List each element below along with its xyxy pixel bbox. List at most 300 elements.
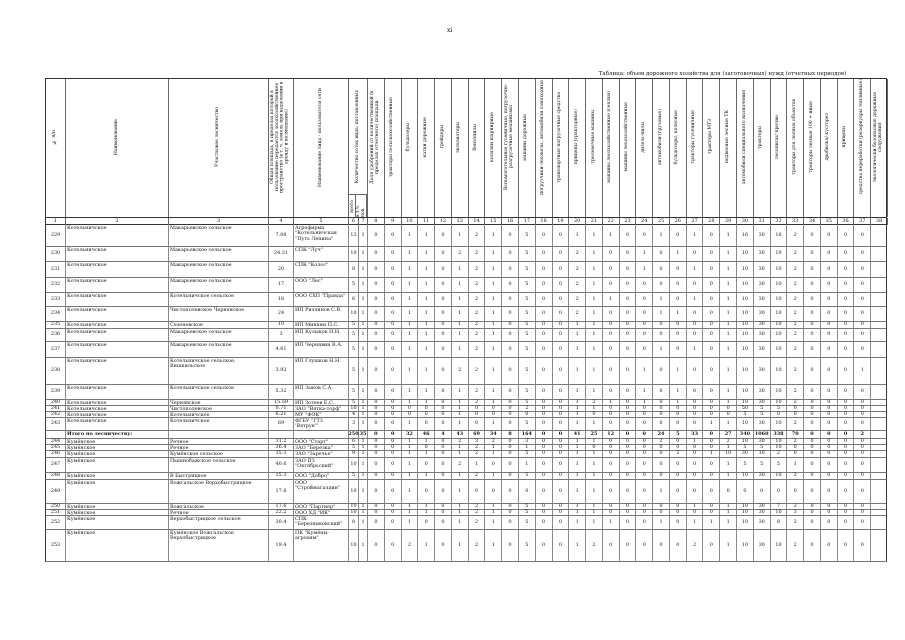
cell-value: 0 — [385, 458, 402, 472]
cell-value: 5 — [754, 412, 771, 417]
cell-value: 0 — [502, 510, 519, 515]
cell-value: 2 — [469, 342, 486, 357]
cell-user: ЗАО "Вятка-торф" — [294, 406, 349, 411]
cell-value: 0 — [771, 412, 788, 417]
cell-value: 0 — [385, 418, 402, 430]
cell-value: 1 — [720, 473, 737, 479]
cell-value: 0 — [821, 431, 838, 438]
column-header — [368, 79, 385, 217]
cell-value: 30 — [754, 510, 771, 515]
cell-value: 30 — [754, 278, 771, 292]
cell-value: 0 — [838, 516, 855, 529]
cell-value: 1 — [452, 530, 469, 561]
cell-value: 0 — [469, 412, 486, 417]
cell-value: 1 — [402, 293, 419, 306]
cell-value: 1 — [359, 480, 368, 503]
cell-value: 1 — [359, 510, 368, 515]
cell-value: 0 — [385, 385, 402, 399]
cell-value: 1 — [359, 516, 368, 529]
cell-value: 0 — [620, 262, 637, 277]
cell-district: Котельничское — [66, 262, 169, 277]
cell-value: 0 — [687, 400, 704, 405]
cell-value: 0 — [838, 262, 855, 277]
cell-value: 2 — [787, 418, 804, 430]
column-number: 34 — [804, 218, 821, 225]
cell-value: 1 — [359, 358, 368, 384]
cell-lesn: Котельничское сельское — [169, 293, 269, 306]
cell-value: 1 — [569, 480, 586, 503]
cell-value: 1 — [569, 412, 586, 417]
cell-value: 0 — [368, 278, 385, 292]
cell-value: 0 — [502, 418, 519, 430]
cell-lesn: Чистополевское Чернявское — [169, 307, 269, 321]
cell-value: 0 — [553, 445, 570, 450]
cell-value: 1 — [452, 418, 469, 430]
cell-value: 2 — [452, 439, 469, 444]
cell-value: 0 — [703, 504, 720, 509]
cell-value: 30 — [754, 385, 771, 399]
cell-value: 0 — [385, 510, 402, 515]
column-number: 2 — [66, 218, 169, 225]
cell-value: 0 — [703, 342, 720, 357]
cell-value: 1 — [519, 445, 536, 450]
cell-value: 10 — [771, 385, 788, 399]
cell-value: 0 — [636, 412, 653, 417]
cell-value: 1 — [402, 262, 419, 277]
column-header-label: тракторы лесные 100 + иные — [808, 101, 814, 173]
cell-value: 1 — [720, 510, 737, 515]
cell-value: 0 — [838, 307, 855, 321]
cell-value: 0 — [553, 329, 570, 341]
cell-district: Котельничское — [66, 307, 169, 321]
column-header — [485, 79, 502, 217]
cell-n: 232 — [46, 278, 66, 292]
cell-value: 0 — [536, 307, 553, 321]
cell-value: 8 — [502, 431, 519, 438]
column-header-label: прицепы — [842, 126, 848, 148]
cell-value: 0 — [385, 329, 402, 341]
cell-value: 1 — [586, 451, 603, 457]
cell-district: Кумёнское — [66, 530, 169, 561]
cell-value: 0 — [603, 458, 620, 472]
cell-value: 1 — [720, 342, 737, 357]
column-number: 9 — [385, 218, 402, 225]
cell-value: 0 — [385, 358, 402, 384]
cell-lesn: Макарьевское сельское — [169, 329, 269, 341]
cell-value: 1 — [653, 516, 670, 529]
cell-value: 0 — [553, 504, 570, 509]
cell-district: Котельничское — [66, 358, 169, 384]
cell-value: 0 — [687, 480, 704, 503]
cell-value: 0 — [703, 385, 720, 399]
cell-value: 0 — [536, 385, 553, 399]
cell-value: 0 — [854, 293, 871, 306]
cell-value: 1 — [418, 530, 435, 561]
cell-value: 5 — [519, 451, 536, 457]
cell-value: 0 — [703, 358, 720, 384]
cell-value: 0 — [838, 451, 855, 457]
cell-value: 0 — [385, 431, 402, 438]
table-row — [45, 262, 887, 278]
cell-value: 10 — [771, 445, 788, 450]
column-header — [687, 79, 704, 217]
table-row — [45, 278, 887, 293]
cell-value: 1 — [569, 510, 586, 515]
column-header — [771, 79, 788, 217]
cell-value: 0 — [636, 225, 653, 246]
cell-lesn: Верхобыстрицкое сельское — [169, 516, 269, 529]
cell-value: 1 — [586, 439, 603, 444]
column-header-label: № п/п — [52, 129, 58, 145]
cell-value: 10 — [737, 439, 754, 444]
cell-value: 1 — [720, 445, 737, 450]
cell-value: 2 — [469, 307, 486, 321]
cell-value: 0 — [620, 385, 637, 399]
cell-area: 5.32 — [269, 385, 294, 399]
cell-value: 0 — [368, 247, 385, 261]
cell-value: 0 — [787, 406, 804, 411]
cell-area: 4.61 — [269, 342, 294, 357]
table-row — [45, 322, 887, 329]
cell-value: 0 — [854, 458, 871, 472]
cell-value: 0 — [536, 439, 553, 444]
cell-value: 0 — [838, 322, 855, 328]
cell-value: 0 — [502, 412, 519, 417]
sub-header-label: всего — [349, 199, 355, 213]
cell-area: 31.2 — [269, 439, 294, 444]
column-header-label: катки дорожные — [422, 116, 428, 158]
cell-lesn: Чистополевское — [169, 406, 269, 411]
cell-value: 1 — [603, 516, 620, 529]
table-row — [45, 225, 887, 247]
cell-value: 2 — [569, 262, 586, 277]
cell-value: 0 — [703, 445, 720, 450]
cell-value: 0 — [553, 458, 570, 472]
cell-lesn: Котельничское — [169, 418, 269, 430]
cell-value: 0 — [771, 480, 788, 503]
cell-value: 10 — [737, 516, 754, 529]
cell-value: 2 — [670, 451, 687, 457]
table-row — [45, 247, 887, 262]
cell-value: 0 — [703, 262, 720, 277]
cell-value: 0 — [620, 439, 637, 444]
cell-value: 1 — [569, 406, 586, 411]
cell-value: 5 — [519, 329, 536, 341]
column-header — [838, 79, 855, 217]
cell-value: 1 — [418, 451, 435, 457]
cell-value: 10 — [771, 418, 788, 430]
column-header-label: грейдеры — [439, 125, 445, 149]
cell-value: 0 — [586, 445, 603, 450]
cell-value: 0 — [519, 412, 536, 417]
cell-value: 10 — [771, 342, 788, 357]
cell-value: 1 — [359, 322, 368, 328]
cell-value: 0 — [368, 504, 385, 509]
cell-area: 30.4 — [269, 516, 294, 529]
cell-district: Кумёнское — [66, 451, 169, 457]
cell-value: 0 — [620, 225, 637, 246]
cell-value: 0 — [703, 473, 720, 479]
cell-value: 0 — [553, 480, 570, 503]
cell-value: 1 — [485, 504, 502, 509]
cell-value: 0 — [670, 225, 687, 246]
cell-value: 1 — [569, 439, 586, 444]
cell-value: 0 — [620, 342, 637, 357]
cell-value: 9 — [349, 451, 359, 457]
cell-value: 0 — [603, 451, 620, 457]
column-header — [46, 79, 66, 217]
column-header-label: трелевочные машины — [590, 110, 596, 164]
cell-value: 0 — [821, 473, 838, 479]
cell-value: 0 — [821, 358, 838, 384]
column-header — [349, 79, 368, 217]
cell-value: 0 — [368, 516, 385, 529]
cell-value: 0 — [636, 329, 653, 341]
cell-value: 0 — [469, 480, 486, 503]
cell-value: 0 — [536, 342, 553, 357]
cell-value: 1 — [452, 385, 469, 399]
cell-value: 0 — [536, 400, 553, 405]
cell-value: 0 — [485, 406, 502, 411]
cell-value: 1 — [402, 342, 419, 357]
cell-value: 10 — [349, 406, 359, 411]
cell-value: 0 — [821, 445, 838, 450]
cell-value: 0 — [854, 278, 871, 292]
cell-value: 0 — [603, 329, 620, 341]
cell-value: 6 — [349, 439, 359, 444]
cell-value: 0 — [854, 329, 871, 341]
cell-value: 0 — [838, 400, 855, 405]
cell-value: 0 — [636, 293, 653, 306]
cell-value: 0 — [485, 412, 502, 417]
cell-value: 10 — [771, 307, 788, 321]
cell-area: 35.3 — [269, 451, 294, 457]
cell-value: 10 — [349, 458, 359, 472]
cell-value: 0 — [804, 329, 821, 341]
cell-lesn: Речное — [169, 445, 269, 450]
cell-value: 0 — [502, 400, 519, 405]
cell-value: 5 — [519, 504, 536, 509]
cell-value: 5 — [771, 458, 788, 472]
cell-value: 0 — [854, 247, 871, 261]
cell-value: 0 — [368, 358, 385, 384]
cell-value: 0 — [636, 431, 653, 438]
cell-value: 0 — [703, 225, 720, 246]
cell-value: 10 — [737, 400, 754, 405]
cell-value: 1 — [418, 510, 435, 515]
cell-value: 0 — [804, 307, 821, 321]
cell-area: 24 — [269, 307, 294, 321]
cell-value: 1 — [359, 412, 368, 417]
cell-value: 0 — [603, 262, 620, 277]
table-header — [45, 78, 887, 218]
cell-value: 0 — [687, 385, 704, 399]
cell-value: 0 — [620, 322, 637, 328]
cell-value: 0 — [821, 458, 838, 472]
cell-value: 0 — [804, 247, 821, 261]
column-number: 31 — [754, 218, 771, 225]
column-number: 13 — [452, 218, 469, 225]
cell-value: 1 — [720, 247, 737, 261]
cell-value: 0 — [670, 293, 687, 306]
cell-value: 0 — [636, 439, 653, 444]
cell-n — [46, 431, 66, 438]
cell-value: 0 — [670, 516, 687, 529]
column-number: 7 — [359, 218, 368, 225]
cell-value: 1 — [720, 329, 737, 341]
cell-value: 2 — [854, 431, 871, 438]
cell-value: 1 — [452, 406, 469, 411]
cell-value: 1 — [720, 307, 737, 321]
cell-value: 1 — [569, 473, 586, 479]
cell-lesn — [169, 431, 269, 438]
cell-value: 0 — [435, 412, 452, 417]
cell-value: 0 — [502, 293, 519, 306]
cell-value: 1 — [485, 445, 502, 450]
cell-value: 0 — [653, 473, 670, 479]
cell-value: 1 — [586, 385, 603, 399]
cell-value: 0 — [502, 473, 519, 479]
cell-value: 1 — [359, 293, 368, 306]
cell-value: 0 — [821, 342, 838, 357]
cell-value: 0 — [854, 480, 871, 503]
cell-value: 2 — [469, 329, 486, 341]
cell-value: 0 — [502, 445, 519, 450]
cell-value: 0 — [838, 473, 855, 479]
cell-value: 0 — [620, 431, 637, 438]
column-header — [804, 79, 821, 217]
column-header — [871, 79, 888, 217]
column-header — [519, 79, 536, 217]
column-header — [670, 79, 687, 217]
cell-value: 0 — [435, 439, 452, 444]
table-body — [45, 225, 887, 562]
cell-value: 0 — [854, 322, 871, 328]
cell-value: 0 — [368, 451, 385, 457]
cell-value: 10 — [737, 247, 754, 261]
cell-value: 1 — [485, 385, 502, 399]
cell-value: 0 — [703, 458, 720, 472]
cell-value: 0 — [838, 431, 855, 438]
cell-value: 0 — [553, 278, 570, 292]
cell-lesn: В Быстрицкое — [169, 473, 269, 479]
cell-district: Котельничское — [66, 418, 169, 430]
cell-value: 5 — [349, 445, 359, 450]
cell-n: 241 — [46, 406, 66, 411]
cell-user: ИП Кулыков Н.Н. — [294, 329, 349, 341]
cell-value: 1 — [402, 358, 419, 384]
cell-value: 1 — [452, 516, 469, 529]
cell-district: Котельничское — [66, 293, 169, 306]
cell-value: 2 — [485, 439, 502, 444]
cell-value: 1 — [402, 418, 419, 430]
cell-value: 0 — [854, 473, 871, 479]
cell-value: 10 — [771, 329, 788, 341]
cell-value: 1 — [720, 293, 737, 306]
cell-value: 2 — [787, 247, 804, 261]
table-row — [45, 516, 887, 530]
cell-value: 0 — [435, 322, 452, 328]
cell-value: 2 — [519, 406, 536, 411]
cell-value: 1 — [359, 342, 368, 357]
cell-n: 234 — [46, 307, 66, 321]
cell-value: 0 — [670, 406, 687, 411]
cell-area: 7.08 — [269, 225, 294, 246]
cell-value: 0 — [435, 480, 452, 503]
table-row — [45, 307, 887, 322]
cell-value: 0 — [804, 342, 821, 357]
cell-value: 10 — [737, 358, 754, 384]
cell-value: 1 — [636, 247, 653, 261]
cell-value: 0 — [821, 439, 838, 444]
cell-value: 0 — [703, 439, 720, 444]
cell-value: 1 — [485, 342, 502, 357]
cell-value: 1 — [687, 516, 704, 529]
column-number: 23 — [620, 218, 637, 225]
cell-lesn: Макарьевское сельское — [169, 247, 269, 261]
column-header — [536, 79, 553, 217]
cell-lesn: Макарьевское сельское — [169, 262, 269, 277]
cell-value: 0 — [536, 504, 553, 509]
column-number: 1 — [46, 218, 66, 225]
cell-value: 0 — [553, 473, 570, 479]
cell-value: 30 — [754, 418, 771, 430]
column-header-label: бензопилы — [473, 123, 479, 151]
cell-value: 0 — [418, 516, 435, 529]
cell-value: 0 — [854, 445, 871, 450]
cell-value: 0 — [670, 322, 687, 328]
cell-value: 1 — [636, 400, 653, 405]
cell-value: 1 — [452, 510, 469, 515]
cell-value: 0 — [536, 431, 553, 438]
cell-value: 0 — [536, 322, 553, 328]
cell-value: 1 — [485, 262, 502, 277]
cell-value: 4 — [349, 412, 359, 417]
cell-value: 1 — [720, 322, 737, 328]
cell-district: Котельничское — [66, 329, 169, 341]
cell-value: 0 — [670, 278, 687, 292]
cell-value: 1 — [569, 504, 586, 509]
cell-value: 1 — [687, 504, 704, 509]
cell-value: 1 — [418, 504, 435, 509]
cell-value: 2 — [402, 530, 419, 561]
cell-value: 1 — [469, 458, 486, 472]
cell-value: 0 — [553, 516, 570, 529]
cell-value: 0 — [553, 510, 570, 515]
cell-value: 0 — [502, 451, 519, 457]
cell-value: 0 — [838, 510, 855, 515]
cell-lesn: Кумёнское сельское — [169, 451, 269, 457]
cell-value: 0 — [502, 225, 519, 246]
cell-lesn: Вожгальское Верхобыстрицкое — [169, 480, 269, 503]
cell-value: 0 — [804, 445, 821, 450]
cell-value: 2 — [452, 358, 469, 384]
cell-value: 0 — [385, 406, 402, 411]
cell-n: 245 — [46, 445, 66, 450]
cell-value: 2 — [787, 278, 804, 292]
cell-district: Кумёнское — [66, 473, 169, 479]
cell-value: 8 — [349, 262, 359, 277]
cell-value: 5 — [519, 278, 536, 292]
column-header — [269, 79, 294, 217]
cell-value: 0 — [687, 406, 704, 411]
cell-n: 236 — [46, 329, 66, 341]
cell-value: 0 — [620, 412, 637, 417]
cell-district: Кумёнское — [66, 445, 169, 450]
cell-value: 1 — [452, 445, 469, 450]
cell-value: 0 — [620, 418, 637, 430]
cell-value: 0 — [687, 510, 704, 515]
